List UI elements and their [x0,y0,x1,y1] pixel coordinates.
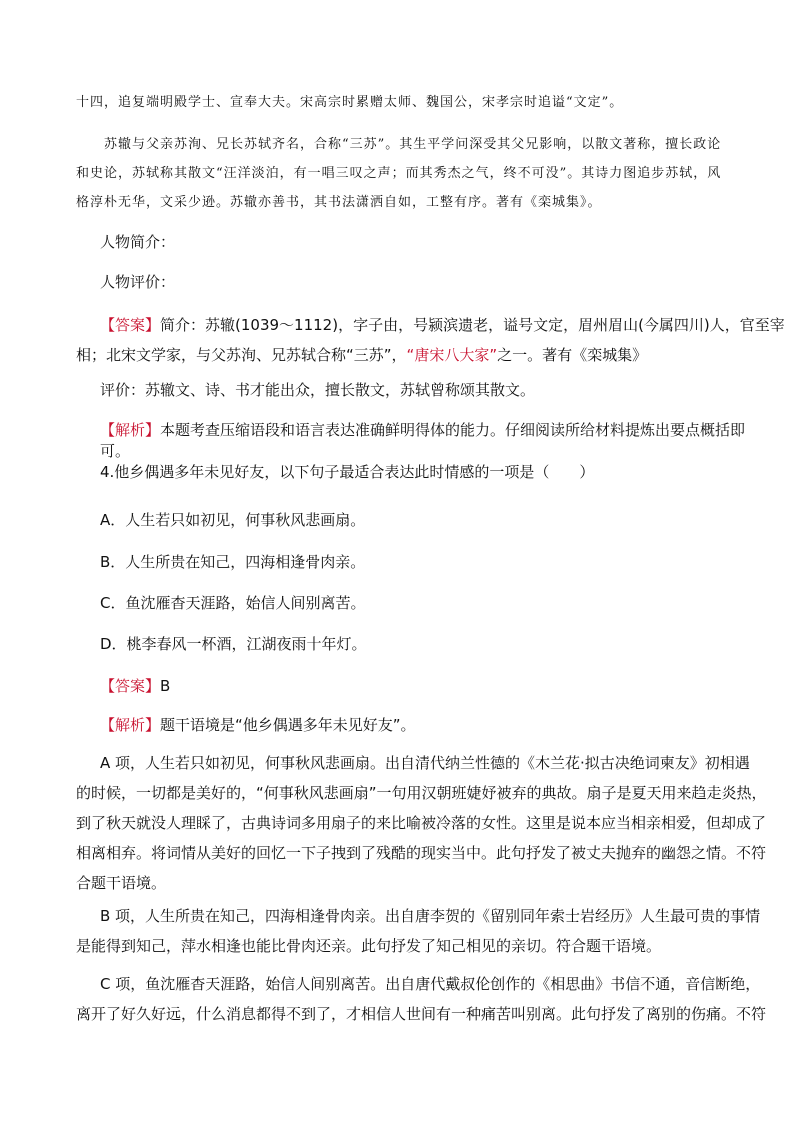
prompt-evaluation: 人物评价： [100,273,176,291]
q4-stem: 4.他乡偶遇多年未见好友，以下句子最适合表达此时情感的一项是（ ） [100,463,595,481]
text-line: C 项，鱼沈雁杳天涯路，始信人间别离苦。出自唐代戴叔伦创作的《相思曲》书信不通，音信断绝， [100,975,761,993]
biography-paragraph-2 [76,130,726,217]
analysis-tag: 【解析】 [100,716,161,734]
q4-analysis: 【解析】题干语境是“他乡偶遇多年未见好友”。 [100,716,416,734]
q4-answer [100,675,750,696]
highlight-text: “唐宋八大家” [406,346,498,364]
option-a: A．人生若只如初见，何事秋风悲画扇。 [100,511,366,529]
text-line: 相离相弃。将词情从美好的回忆一下子拽到了残酷的现实当中。此句抒发了被丈夫抛弃的幽怨之情。不符 [76,844,767,862]
q3-evaluation: 评价：苏辙文、诗、书才能出众，擅长散文，苏轼曾称颂其散文。 [100,381,536,399]
answer-value: B [160,677,171,695]
q4-item-b-explanation [76,901,761,961]
option-b: B．人生所贵在知己，四海相逢骨肉亲。 [100,553,366,571]
text-line: 合题干语境。 [76,874,167,892]
q4-item-a-explanation [76,748,767,898]
text-line: 格淳朴无华，文采少逊。苏辙亦善书，其书法潇洒自如，工整有序。著有《栾城集》。 [76,195,602,210]
option-d: D．桃李春风一杯酒，江湖夜雨十年灯。 [100,635,367,653]
text-line: 的时候，一切都是美好的，“何事秋风悲画扇”一句用汉朝班婕妤被弃的典故。扇子是夏天用来趋走炎热， [76,784,767,802]
text-line: 十四，追复端明殿学士、宣奉大夫。宋高宗时累赠太师、魏国公，宋孝宗时追谥“文定”。 [76,95,624,110]
text-line: A 项，人生若只如初见，何事秋风悲画扇。出自清代纳兰性德的《木兰花·拟古决绝词柬友》初相遇 [100,754,750,772]
q4-item-c-explanation [76,969,767,1029]
prompt-intro: 人物简介： [100,233,176,251]
q3-analysis: 【解析】本题考查压缩语段和语言表达准确鲜明得体的能力。仔细阅读所给材料提炼出要点概括即可。 [100,421,746,460]
text-line: 是能得到知己，萍水相逢也能比骨肉还亲。此句抒发了知己相见的亲切。符合题干语境。 [76,937,662,955]
text-line: B 项，人生所贵在知己，四海相逢骨肉亲。出自唐李贺的《留别同年索士岩经历》人生最可贵的事情 [100,907,761,925]
option-c: C．鱼沈雁杳天涯路，始信人间别离苦。 [100,594,366,612]
text-line: 相；北宋文学家，与父苏洵、兄苏轼合称“三苏”，“唐宋八大家”之一。著有《栾城集》 [76,346,648,364]
answer-tag: 【答案】 [100,677,161,695]
text-line: 到了秋天就没人理睬了，古典诗词多用扇子的来比喻被冷落的女性。这里是说本应当相亲相爱，但却成了 [76,814,767,832]
text-line: 和史论，苏轼称其散文“汪洋淡泊，有一唱三叹之声；而其秀杰之气，终不可没”。其诗力图追步苏轼，风 [76,166,722,181]
analysis-tag: 【解析】 [100,421,161,439]
text-line: 离开了好久好远，什么消息都得不到了，才相信人世间有一种痛苦叫别离。此句抒发了离别的伤痛。不符 [76,1005,767,1023]
text-line: 苏辙与父亲苏洵、兄长苏轼齐名，合称“三苏”。其生平学问深受其父兄影响，以散文著称，擅长政论 [104,137,722,152]
answer-tag: 【答案】 [100,316,161,334]
q3-answer [76,310,785,370]
biography-line-1 [76,91,726,110]
text-line: 【答案】简介：苏辙(1039～1112)，字子由，号颍滨遗老，谥号文定，眉州眉山(今属四川)人，官至宰 [100,316,785,334]
